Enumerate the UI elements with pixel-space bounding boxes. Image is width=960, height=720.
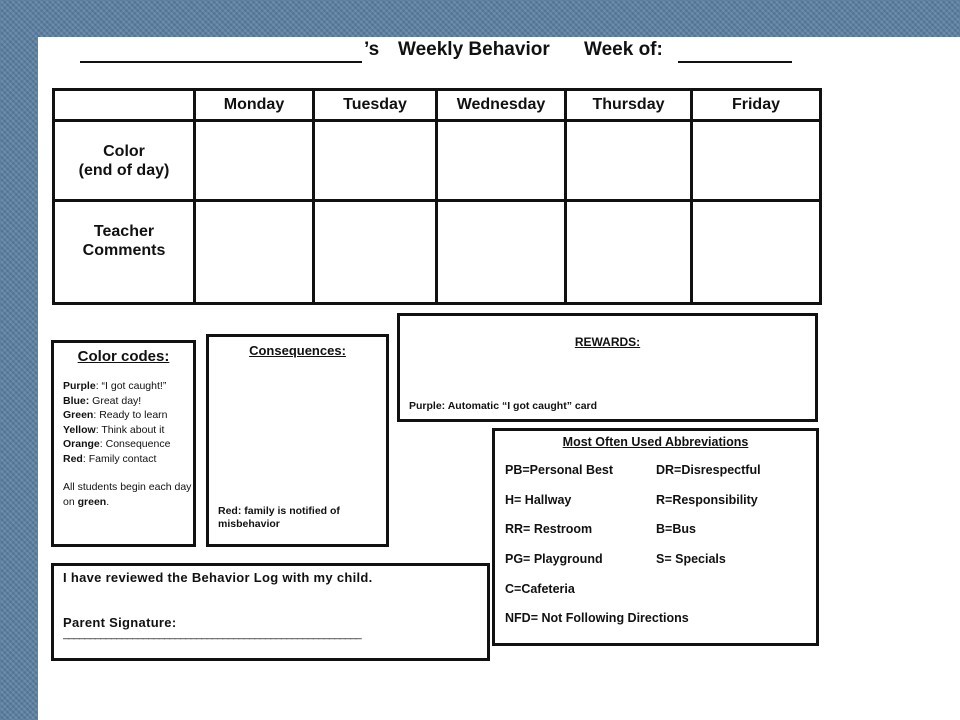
weekly-behavior-grid bbox=[52, 88, 822, 305]
abbreviation-item: NFD= Not Following Directions bbox=[505, 611, 689, 626]
day-header: Wednesday bbox=[437, 90, 566, 121]
abbreviations-box bbox=[492, 428, 819, 646]
comment-cell-friday[interactable] bbox=[692, 201, 821, 304]
title-possessive: ’s bbox=[364, 39, 380, 60]
color-code-item bbox=[63, 394, 193, 409]
day-header: Monday bbox=[195, 90, 314, 121]
color-meaning: Family contact bbox=[88, 452, 157, 465]
color-code-item bbox=[63, 437, 193, 452]
rewards-note: Purple: Automatic “I got caught” card bbox=[409, 400, 598, 412]
color-codes-box bbox=[51, 340, 196, 547]
row-label-line: Comments bbox=[82, 242, 166, 259]
color-sep: : bbox=[99, 438, 106, 450]
abbreviation-item: R=Responsibility bbox=[656, 492, 758, 507]
comment-cell-thursday[interactable] bbox=[566, 201, 692, 304]
consequences-box bbox=[206, 334, 389, 547]
comment-cell-tuesday[interactable] bbox=[314, 201, 437, 304]
day-header: Thursday bbox=[566, 90, 692, 121]
abbreviation-item: H= Hallway bbox=[505, 492, 572, 507]
abbreviation-row bbox=[505, 493, 805, 523]
note-text: All students begin each day on bbox=[63, 481, 192, 508]
color-sep: : bbox=[93, 409, 100, 421]
color-meaning: Great day! bbox=[92, 394, 142, 407]
color-meaning: “I got caught!” bbox=[101, 380, 167, 392]
abbreviation-item: PB=Personal Best bbox=[505, 463, 614, 477]
color-cell-tuesday[interactable] bbox=[314, 121, 437, 201]
color-sep: : bbox=[82, 452, 89, 465]
parent-statement: I have reviewed the Behavior Log with my child. bbox=[63, 570, 373, 585]
color-name: Purple bbox=[63, 380, 96, 392]
row-label-color bbox=[54, 121, 195, 201]
abbreviation-item: S= Specials bbox=[656, 552, 726, 567]
color-codes-note bbox=[63, 480, 193, 509]
comment-cell-wednesday[interactable] bbox=[437, 201, 566, 304]
color-cell-monday[interactable] bbox=[195, 121, 314, 201]
behavior-log-page bbox=[38, 37, 960, 720]
color-meaning: Think about it bbox=[101, 423, 165, 436]
parent-signature-box bbox=[51, 563, 490, 661]
abbreviation-item: C=Cafeteria bbox=[505, 581, 575, 596]
rewards-heading: REWARDS: bbox=[574, 335, 641, 349]
parent-signature-label: Parent Signature: bbox=[63, 615, 177, 630]
comment-cell-monday[interactable] bbox=[195, 201, 314, 304]
abbreviation-item: B=Bus bbox=[656, 522, 696, 537]
color-code-item bbox=[63, 452, 193, 467]
color-cell-wednesday[interactable] bbox=[437, 121, 566, 201]
color-sep: : bbox=[95, 423, 102, 436]
abbreviation-item: RR= Restroom bbox=[505, 522, 593, 537]
abbreviation-row bbox=[505, 552, 805, 582]
color-name: Green bbox=[63, 409, 94, 421]
abbreviation-row bbox=[505, 522, 805, 552]
color-codes-heading: Color codes: bbox=[77, 348, 170, 365]
title-weekly-behavior: Weekly Behavior bbox=[398, 39, 550, 60]
row-label-comments bbox=[54, 201, 195, 304]
color-sep: : bbox=[95, 380, 102, 392]
row-label-line: Teacher bbox=[93, 223, 155, 240]
day-header: Friday bbox=[692, 90, 821, 121]
color-name: Red bbox=[63, 452, 83, 465]
week-of-blank bbox=[678, 61, 792, 63]
abbreviation-item: DR=Disrespectful bbox=[656, 463, 761, 477]
parent-signature-line[interactable]: ________________________________________________________ bbox=[63, 628, 361, 640]
student-name-blank bbox=[80, 61, 362, 63]
color-codes-list bbox=[63, 379, 193, 509]
color-name: Yellow bbox=[63, 423, 96, 436]
abbreviation-item: PG= Playground bbox=[505, 552, 603, 567]
color-cell-thursday[interactable] bbox=[566, 121, 692, 201]
color-code-item bbox=[63, 408, 193, 423]
day-header: Tuesday bbox=[314, 90, 437, 121]
consequences-note: Red: family is notified of misbehavior bbox=[218, 505, 340, 530]
color-code-item bbox=[63, 423, 193, 438]
consequences-heading: Consequences: bbox=[249, 343, 346, 358]
rewards-box bbox=[397, 313, 818, 422]
page-title bbox=[80, 39, 840, 67]
color-name: Orange bbox=[63, 438, 100, 450]
abbreviations-list bbox=[505, 463, 805, 641]
row-label-line: Color bbox=[103, 142, 145, 160]
note-suffix: . bbox=[106, 495, 110, 508]
week-of-label: Week of: bbox=[584, 39, 663, 60]
color-name: Blue: bbox=[63, 394, 90, 407]
note-bold: green bbox=[77, 495, 107, 508]
abbreviation-row bbox=[505, 611, 805, 641]
grid-corner bbox=[54, 90, 195, 121]
abbreviations-heading: Most Often Used Abbreviations bbox=[562, 435, 749, 449]
color-meaning: Consequence bbox=[105, 438, 171, 450]
color-cell-friday[interactable] bbox=[692, 121, 821, 201]
abbreviation-row bbox=[505, 463, 805, 493]
row-label-line: (end of day) bbox=[78, 161, 170, 179]
color-code-item bbox=[63, 379, 193, 394]
color-meaning: Ready to learn bbox=[99, 409, 168, 421]
abbreviation-row bbox=[505, 582, 805, 612]
